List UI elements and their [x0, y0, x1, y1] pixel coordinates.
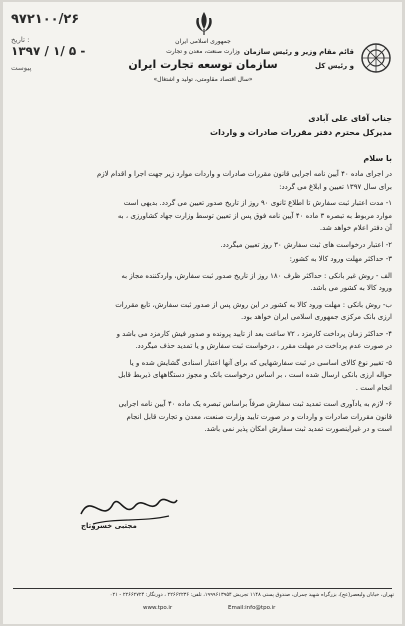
body-item [12, 299, 392, 324]
greeting: با سلام [363, 154, 392, 163]
body-item [12, 398, 392, 436]
iran-emblem-icon [191, 10, 217, 36]
footer-email[interactable]: Email:info@tpo.ir [228, 605, 276, 611]
intro-line: در اجرای ماده ۴۰ آیین نامه اجرایی قانون مقررات صادرات و واردات موارد زیر جهت اجرا و اقدام لازم [96, 170, 392, 178]
item-line: ۲- اعتبار درخواست های ثبت سفارش ۳۰ روز تعیین میگردد. [220, 240, 392, 249]
item-line: است و در غیراینصورت تمدید ثبت سفارش امکان پذیر نمی باشد. [204, 425, 392, 433]
item-line: ورود کالا به کشور می باشد. [310, 284, 392, 292]
item-line: انجام است . [355, 383, 392, 392]
slogan: «سال اقتصاد مقاومتی، تولید و اشتغال» [153, 76, 253, 83]
body-item [12, 239, 392, 252]
republic-line: جمهوری اسلامی ایران [175, 38, 231, 45]
recipient-title: مدیرکل محترم دفتر مقررات صادرات و واردات [210, 128, 392, 137]
body-item [12, 197, 392, 235]
item-line: ۶- لازم به یادآوری است تمدید ثبت سفارش صرفاً براساس تبصره یک ماده ۴۰ آیین نامه اجرایی [118, 400, 392, 408]
item-line: موارد مربوط به تبصره ۳ ماده ۴۰ آیین نامه فوق پس از تعیین توسط وزارت جهاد کشاورزی ، به [117, 211, 392, 220]
intro-line: برای سال ۱۳۹۷ تعیین و ابلاغ می گردد: [279, 182, 392, 191]
recipient-name: جناب آقای علی آبادی [308, 114, 392, 123]
letter-date: ۱۳۹۷ / ۱/ ۵ - [11, 44, 86, 58]
footer-website[interactable]: www.tpo.ir [143, 605, 173, 611]
letter-number: ۹۷۲۱۰۰/۲۶ [11, 12, 80, 27]
body-item [12, 328, 392, 353]
item-line: ۱- مدت اعتبار ثبت سفارش تا اطلاع ثانوی ۹۰ روز از تاریخ صدور تعیین می گردد. بدیهی است [123, 199, 392, 207]
body-item [12, 270, 392, 295]
body-item [12, 253, 392, 266]
item-line: حواله ارزی بانکی ارسال شده است ، بر اساس درخواست بانک و مجوز دستگاههای ذیربط قابل [118, 371, 392, 379]
item-line: الف - روش غیر بانکی : حداکثر ظرف ۱۸۰ روز از تاریخ صدور ثبت سفارش، واردکننده مجاز به [121, 271, 392, 280]
ministry-line: وزارت صنعت، معدن و تجارت [166, 48, 240, 55]
organization-name: سازمان توسعه تجارت ایران [128, 58, 278, 71]
director-line: و رئیس کل [315, 62, 354, 70]
footer-divider [13, 588, 392, 589]
body-item [12, 357, 392, 395]
letter-body [12, 168, 392, 436]
item-line: ۳- حداکثر مهلت ورود کالا به کشور: [289, 255, 392, 263]
item-line: ۴- حداکثر زمان پرداخت کارمزد ، ۷۲ ساعت بعد از تایید پرونده و صدور فیش کارمزد می باشد و [116, 329, 392, 338]
date-label: تاریخ : [11, 36, 30, 44]
item-line: ۵- تغییر نوع کالای اساسی در ثبت سفارشهایی که برای آنها اعتبار اسنادی گشایش شده و یا [129, 358, 392, 367]
footer-address: تهران، خیابان ولیعصر(عج)، بزرگراه شهید چمران، صندوق پستی ۱۱۴۸ تجریش ۱۹۹۹۶۱۳۹۵۴، تلفن: ۲۲۶۶۲۲۳۶ ، دورنگار: ۲۲۶۶۲۷۲۴ - ۰۲۱ [109, 592, 394, 598]
deputy-line: قائم مقام وزیر و رئیس سازمان [243, 48, 354, 56]
letter-page [3, 2, 402, 624]
item-line: ب- روش بانکی : مهلت ورود کالا به کشور در این روش پس از صدور ثبت سفارش، تابع مقررات [115, 300, 392, 309]
item-line: آن دفتر اعلام خواهد شد. [319, 224, 392, 232]
attachment-label: پیوست [11, 64, 32, 72]
item-line: ارزی بانک مرکزی جمهوری اسلامی ایران خواهد بود. [241, 313, 392, 321]
tpo-logo-icon [360, 42, 392, 74]
item-line: قانون مقررات صادرات و واردات و در صورت تایید وزارت صنعت، معدن و تجارت قابل انجام [126, 412, 392, 421]
item-line: در صورت عدم پرداخت در مهلت مقرر ، درخواست ثبت سفارش و یا تمدید حذف میگردد. [135, 342, 392, 350]
signatory-name: مجتبی خسروتاج [81, 522, 137, 530]
